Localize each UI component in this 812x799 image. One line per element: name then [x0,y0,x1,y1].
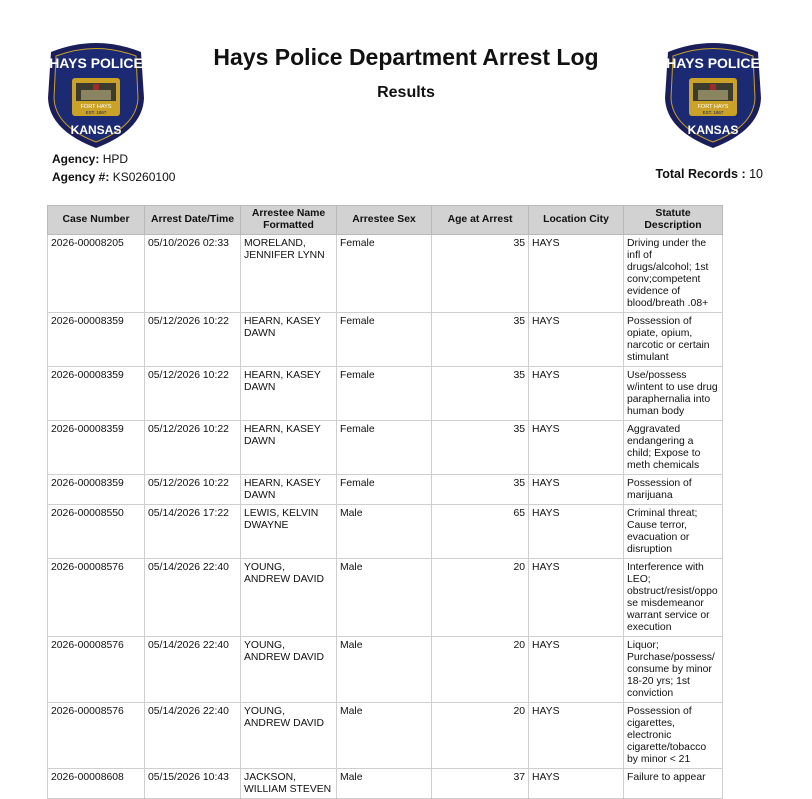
agency-value: HPD [102,152,129,166]
statute-cell: Failure to appear [624,769,723,799]
table-row [48,703,723,769]
arrestee-name-cell: YOUNG, ANDREW DAVID [241,703,337,769]
age-cell: 35 [432,313,529,367]
arrestee-name-cell: HEARN, KASEY DAWN [241,313,337,367]
location-city-cell: HAYS [529,421,624,475]
table-row [48,505,723,559]
location-city-cell: HAYS [529,475,624,505]
column-header-age: Age at Arrest [432,206,529,235]
table-row [48,421,723,475]
badge-ribbon-text: EST. 1867 [85,110,107,115]
table-row [48,235,723,313]
arrestee-sex-cell: Female [337,235,432,313]
statute-cell: Criminal threat; Cause terror, evacuation or disruption [624,505,723,559]
badge-middle-text: FORT HAYS [80,104,112,110]
page-title: Hays Police Department Arrest Log [213,44,599,70]
badge-top-text: HAYS POLICE [666,55,760,71]
badge-ribbon-text: EST. 1867 [702,110,724,115]
arrestee-name-cell: HEARN, KASEY DAWN [241,475,337,505]
arrestee-sex-cell: Male [337,505,432,559]
case-number-cell: 2026-00008359 [48,367,145,421]
arrestee-sex-cell: Male [337,703,432,769]
arrestee-sex-cell: Male [337,769,432,799]
arrest-log-table [47,205,723,799]
location-city-cell: HAYS [529,367,624,421]
case-number-cell: 2026-00008205 [48,235,145,313]
statute-cell: Possession of marijuana [624,475,723,505]
location-city-cell: HAYS [529,313,624,367]
column-header-location-city: Location City [529,206,624,235]
case-number-cell: 2026-00008576 [48,559,145,637]
total-records-label: Total Records : [655,167,746,181]
location-city-cell: HAYS [529,637,624,703]
statute-cell: Possession of cigarettes, electronic cigarette/tobacco by minor < 21 [624,703,723,769]
arrestee-sex-cell: Female [337,313,432,367]
age-cell: 35 [432,475,529,505]
arrest-datetime-cell: 05/10/2026 02:33 [145,235,241,313]
badge-top-text: HAYS POLICE [49,55,143,71]
location-city-cell: HAYS [529,235,624,313]
arrestee-name-cell: JACKSON, WILLIAM STEVEN [241,769,337,799]
age-cell: 20 [432,559,529,637]
arrestee-sex-cell: Male [337,637,432,703]
age-cell: 35 [432,421,529,475]
statute-cell: Possession of opiate, opium, narcotic or certain stimulant [624,313,723,367]
arrestee-name-cell: HEARN, KASEY DAWN [241,367,337,421]
arrest-datetime-cell: 05/12/2026 10:22 [145,367,241,421]
location-city-cell: HAYS [529,559,624,637]
total-records [656,167,763,181]
agency-number-label: Agency #: [52,170,110,184]
agency-number-value: KS0260100 [112,170,176,184]
arrest-datetime-cell: 05/14/2026 22:40 [145,559,241,637]
arrest-datetime-cell: 05/12/2026 10:22 [145,475,241,505]
arrest-datetime-cell: 05/15/2026 10:43 [145,769,241,799]
arrest-datetime-cell: 05/12/2026 10:22 [145,421,241,475]
table-row [48,769,723,799]
arrest-datetime-cell: 05/14/2026 17:22 [145,505,241,559]
table-row [48,367,723,421]
arrestee-sex-cell: Male [337,559,432,637]
age-cell: 35 [432,235,529,313]
table-row [48,313,723,367]
arrestee-name-cell: YOUNG, ANDREW DAVID [241,637,337,703]
table-header-row [48,206,723,235]
statute-cell: Use/possess w/intent to use drug paraphernalia into human body [624,367,723,421]
arrestee-sex-cell: Female [337,475,432,505]
arrestee-name-cell: YOUNG, ANDREW DAVID [241,559,337,637]
arrestee-sex-cell: Female [337,367,432,421]
agency-label: Agency: [52,152,100,166]
age-cell: 37 [432,769,529,799]
statute-cell: Interference with LEO; obstruct/resist/oppose misdemeanor warrant service or execution [624,559,723,637]
statute-cell: Driving under the infl of drugs/alcohol; 1st conv;competent evidence of blood/breath .08+ [624,235,723,313]
total-records-value: 10 [749,167,763,181]
column-header-arrestee-name: Arrestee Name Formatted [241,206,337,235]
arrestee-name-cell: HEARN, KASEY DAWN [241,421,337,475]
case-number-cell: 2026-00008608 [48,769,145,799]
page-subtitle: Results [377,84,435,101]
age-cell: 35 [432,367,529,421]
column-header-statute: Statute Description [624,206,723,235]
column-header-arrest-datetime: Arrest Date/Time [145,206,241,235]
case-number-cell: 2026-00008359 [48,313,145,367]
column-header-arrestee-sex: Arrestee Sex [337,206,432,235]
statute-cell: Liquor; Purchase/possess/consume by minor 18-20 yrs; 1st conviction [624,637,723,703]
age-cell: 20 [432,703,529,769]
arrestee-sex-cell: Female [337,421,432,475]
agency-line [52,152,128,166]
table-row [48,475,723,505]
arrestee-name-cell: MORELAND, JENNIFER LYNN [241,235,337,313]
statute-cell: Aggravated endangering a child; Expose to meth chemicals [624,421,723,475]
location-city-cell: HAYS [529,769,624,799]
table-row [48,637,723,703]
case-number-cell: 2026-00008359 [48,421,145,475]
badge-middle-text: FORT HAYS [697,104,729,110]
arrest-datetime-cell: 05/14/2026 22:40 [145,703,241,769]
case-number-cell: 2026-00008576 [48,637,145,703]
case-number-cell: 2026-00008550 [48,505,145,559]
case-number-cell: 2026-00008359 [48,475,145,505]
location-city-cell: HAYS [529,703,624,769]
agency-number-line [52,170,175,184]
case-number-cell: 2026-00008576 [48,703,145,769]
column-header-case-number: Case Number [48,206,145,235]
arrestee-name-cell: LEWIS, KELVIN DWAYNE [241,505,337,559]
table-row [48,559,723,637]
age-cell: 65 [432,505,529,559]
location-city-cell: HAYS [529,505,624,559]
badge-bottom-text: KANSAS [70,123,122,137]
arrest-datetime-cell: 05/14/2026 22:40 [145,637,241,703]
arrest-datetime-cell: 05/12/2026 10:22 [145,313,241,367]
badge-bottom-text: KANSAS [687,123,739,137]
age-cell: 20 [432,637,529,703]
